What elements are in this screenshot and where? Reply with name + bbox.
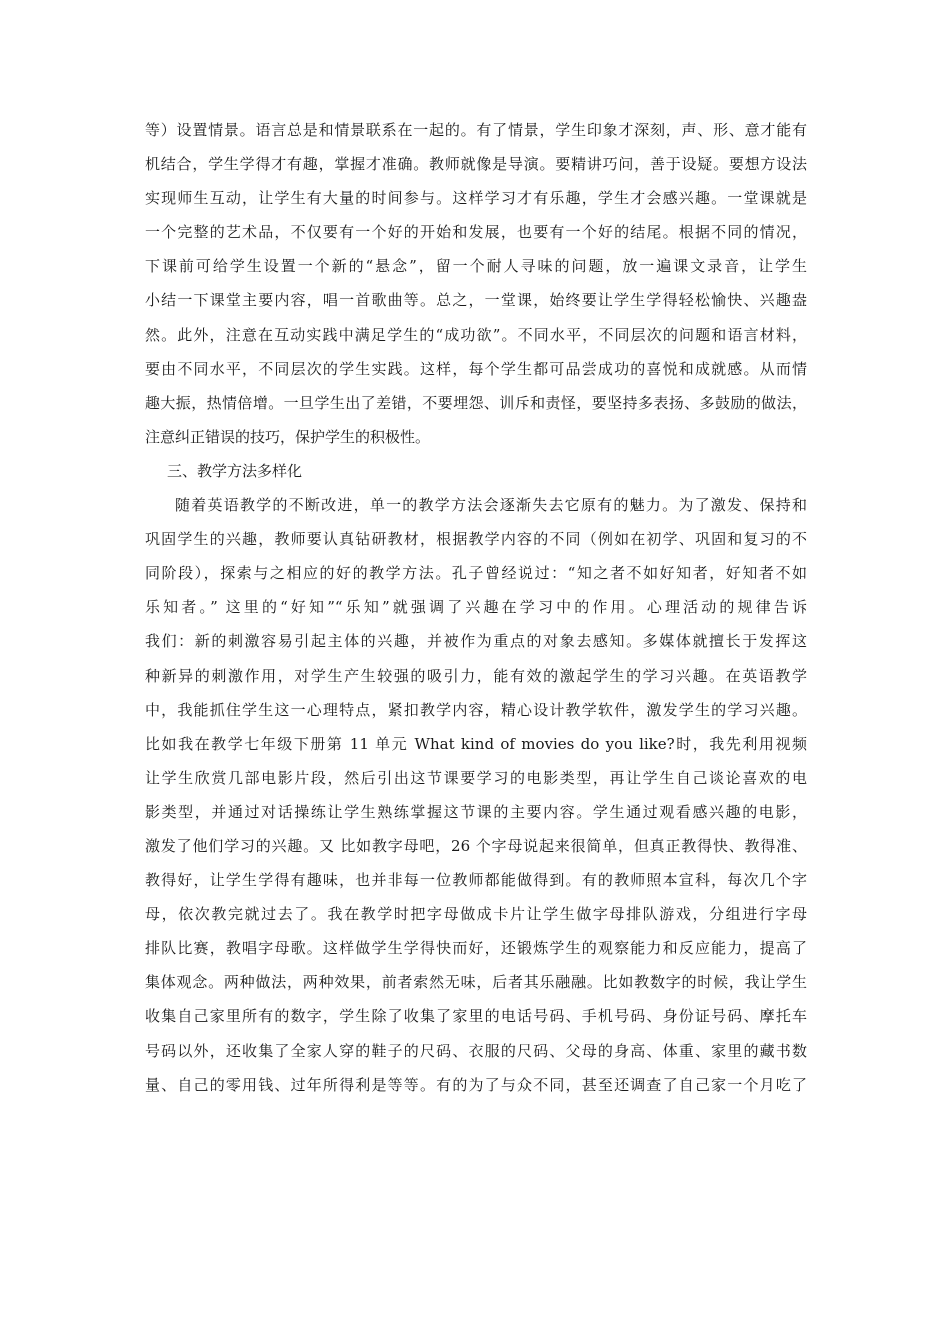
- paragraph-line: 比如我在教学七年级下册第 11 单元 What kind of movies do you like?时，我先利用视频: [145, 734, 807, 753]
- paragraph-line: 中，我能抓住学生这一心理特点，紧扣教学内容，精心设计教学软件，激发学生的学习兴趣。: [145, 700, 807, 719]
- paragraph-line: 收集自己家里所有的数字，学生除了收集了家里的电话号码、手机号码、身份证号码、摩托车: [145, 1007, 807, 1026]
- paragraph-line: 激发了他们学习的兴趣。又 比如教字母吧，26 个字母说起来很简单，但真正教得快、教得准、: [145, 836, 807, 855]
- paragraph-line: 乐知者。” 这里的“好知”“乐知”就强调了兴趣在学习中的作用。心理活动的规律告诉: [145, 598, 807, 617]
- paragraph-line: 量、自己的零用钱、过年所得利是等等。有的为了与众不同，甚至还调查了自己家一个月吃了: [145, 1075, 807, 1094]
- paragraph-line: 一个完整的艺术品，不仅要有一个好的开始和发展，也要有一个好的结尾。根据不同的情况，: [145, 223, 807, 242]
- paragraph-line: 趣大振，热情倍增。一旦学生出了差错，不要埋怨、训斥和责怪，要坚持多表扬、多鼓励的做法，: [145, 393, 807, 412]
- paragraph-line: 母，依次教完就过去了。我在教学时把字母做成卡片让学生做字母排队游戏，分组进行字母: [145, 905, 807, 924]
- body-text: [145, 113, 807, 1102]
- paragraph-line: 要由不同水平，不同层次的学生实践。这样，每个学生都可品尝成功的喜悦和成就感。从而情: [145, 359, 807, 378]
- paragraph-line: 小结一下课堂主要内容，唱一首歌曲等。总之，一堂课，始终要让学生学得轻松愉快、兴趣盎: [145, 291, 807, 310]
- paragraph-line: 影类型，并通过对话操练让学生熟练掌握这节课的主要内容。学生通过观看感兴趣的电影，: [145, 802, 807, 821]
- paragraph-line: 号码以外，还收集了全家人穿的鞋子的尺码、衣服的尺码、父母的身高、体重、家里的藏书数: [145, 1041, 807, 1060]
- paragraph-line: 注意纠正错误的技巧，保护学生的积极性。: [145, 427, 431, 446]
- paragraph-line: 下课前可给学生设置一个新的“悬念”，留一个耐人寻味的问题，放一遍课文录音，让学生: [145, 257, 807, 276]
- paragraph-line: 随着英语教学的不断改进，单一的教学方法会逐渐失去它原有的魅力。为了激发、保持和: [175, 496, 807, 515]
- paragraph-line: 实现师生互动，让学生有大量的时间参与。这样学习才有乐趣，学生才会感兴趣。一堂课就是: [145, 189, 807, 208]
- paragraph-line: 排队比赛，教唱字母歌。这样做学生学得快而好，还锻炼学生的观察能力和反应能力，提高了: [145, 939, 807, 958]
- paragraph-line: 我们：新的刺激容易引起主体的兴趣，并被作为重点的对象去感知。多媒体就擅长于发挥这: [145, 632, 807, 651]
- paragraph-line: 让学生欣赏几部电影片段，然后引出这节课要学习的电影类型，再让学生自己谈论喜欢的电: [145, 768, 807, 787]
- paragraph-line: 教得好，让学生学得有趣味，也并非每一位教师都能做得到。有的教师照本宣科，每次几个字: [145, 871, 807, 890]
- section-heading: 三、教学方法多样化: [167, 461, 303, 480]
- paragraph-line: 然。此外，注意在互动实践中满足学生的“成功欲”。不同水平，不同层次的问题和语言材料，: [145, 325, 807, 344]
- paragraph-line: 等）设置情景。语言总是和情景联系在一起的。有了情景，学生印象才深刻，声、形、意才能有: [145, 121, 807, 139]
- paragraph-line: 同阶段），探索与之相应的好的教学方法。孔子曾经说过：“知之者不如好知者，好知者不如: [145, 564, 807, 583]
- paragraph-line: 种新异的刺激作用，对学生产生较强的吸引力，能有效的激起学生的学习兴趣。在英语教学: [145, 666, 807, 685]
- paragraph-line: 巩固学生的兴趣，教师要认真钻研教材，根据教学内容的不同（例如在初学、巩固和复习的不: [145, 530, 807, 549]
- paragraph-line: 机结合，学生学得才有趣，掌握才准确。教师就像是导演。要精讲巧问，善于设疑。要想方设法: [145, 155, 807, 174]
- paragraph-line: 集体观念。两种做法，两种效果，前者索然无味，后者其乐融融。比如教数字的时候，我让学生: [145, 973, 807, 992]
